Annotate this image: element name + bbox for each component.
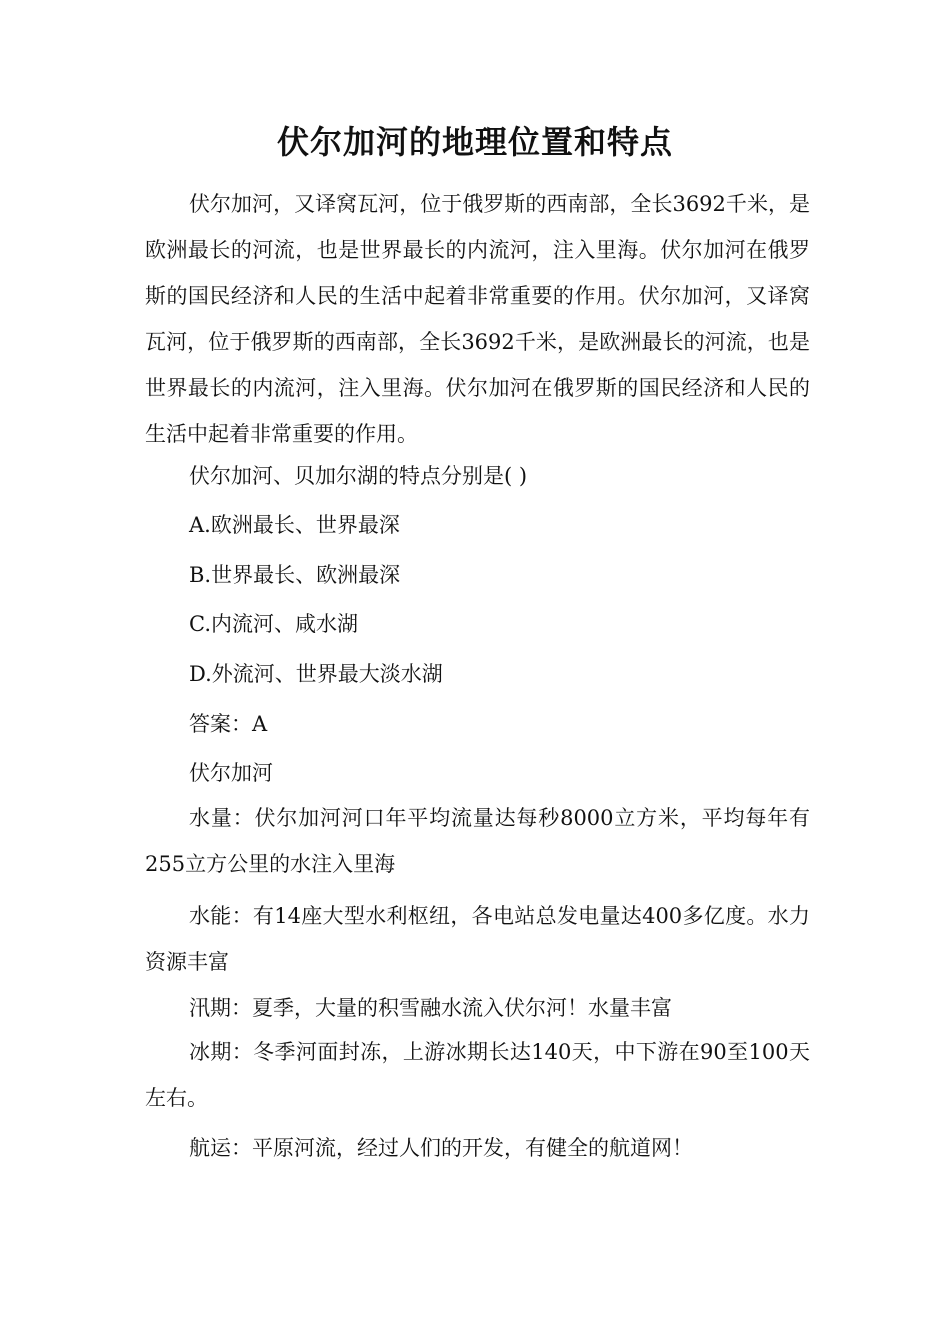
flood-season-paragraph: 汛期：夏季，大量的积雪融水流入伏尔河！水量丰富 (189, 996, 672, 1020)
option-b: B.世界最长、欧洲最深 (189, 563, 401, 587)
option-d: D.外流河、世界最大淡水湖 (189, 662, 443, 686)
option-c: C.内流河、咸水湖 (189, 612, 358, 636)
page-title: 伏尔加河的地理位置和特点 (276, 123, 673, 161)
hydropower-paragraph: 水能：有14座大型水利枢纽，各电站总发电量达400多亿度。水力资源丰富 (145, 904, 810, 974)
intro-paragraph: 伏尔加河，又译窝瓦河，位于俄罗斯的西南部，全长3692千米，是欧洲最长的河流，也是世界最长的内流河，注入里海。伏尔加河在俄罗斯的国民经济和人民的生活中起着非常重要的作用。伏尔加河，又译窝瓦河，位于俄罗斯的西南部，全长3692千米，是欧洲最长的河流，也是世界最长的内流河，注入里海。伏尔加河在俄罗斯的国民经济和人民的生活中起着非常重要的作用。 (145, 192, 810, 446)
navigation-paragraph: 航运：平原河流，经过人们的开发，有健全的航道网！ (189, 1136, 693, 1160)
answer-text: 答案：A (189, 712, 268, 736)
section-heading: 伏尔加河 (189, 761, 273, 785)
option-a: A.欧洲最长、世界最深 (189, 513, 400, 537)
ice-season-paragraph: 冰期：冬季河面封冻，上游冰期长达140天，中下游在90至100天左右。 (145, 1040, 810, 1110)
water-volume-paragraph: 水量：伏尔加河河口年平均流量达每秒8000立方米，平均每年有255立方公里的水注入里海 (145, 806, 810, 876)
question-text: 伏尔加河、贝加尔湖的特点分别是( ) (189, 464, 528, 488)
